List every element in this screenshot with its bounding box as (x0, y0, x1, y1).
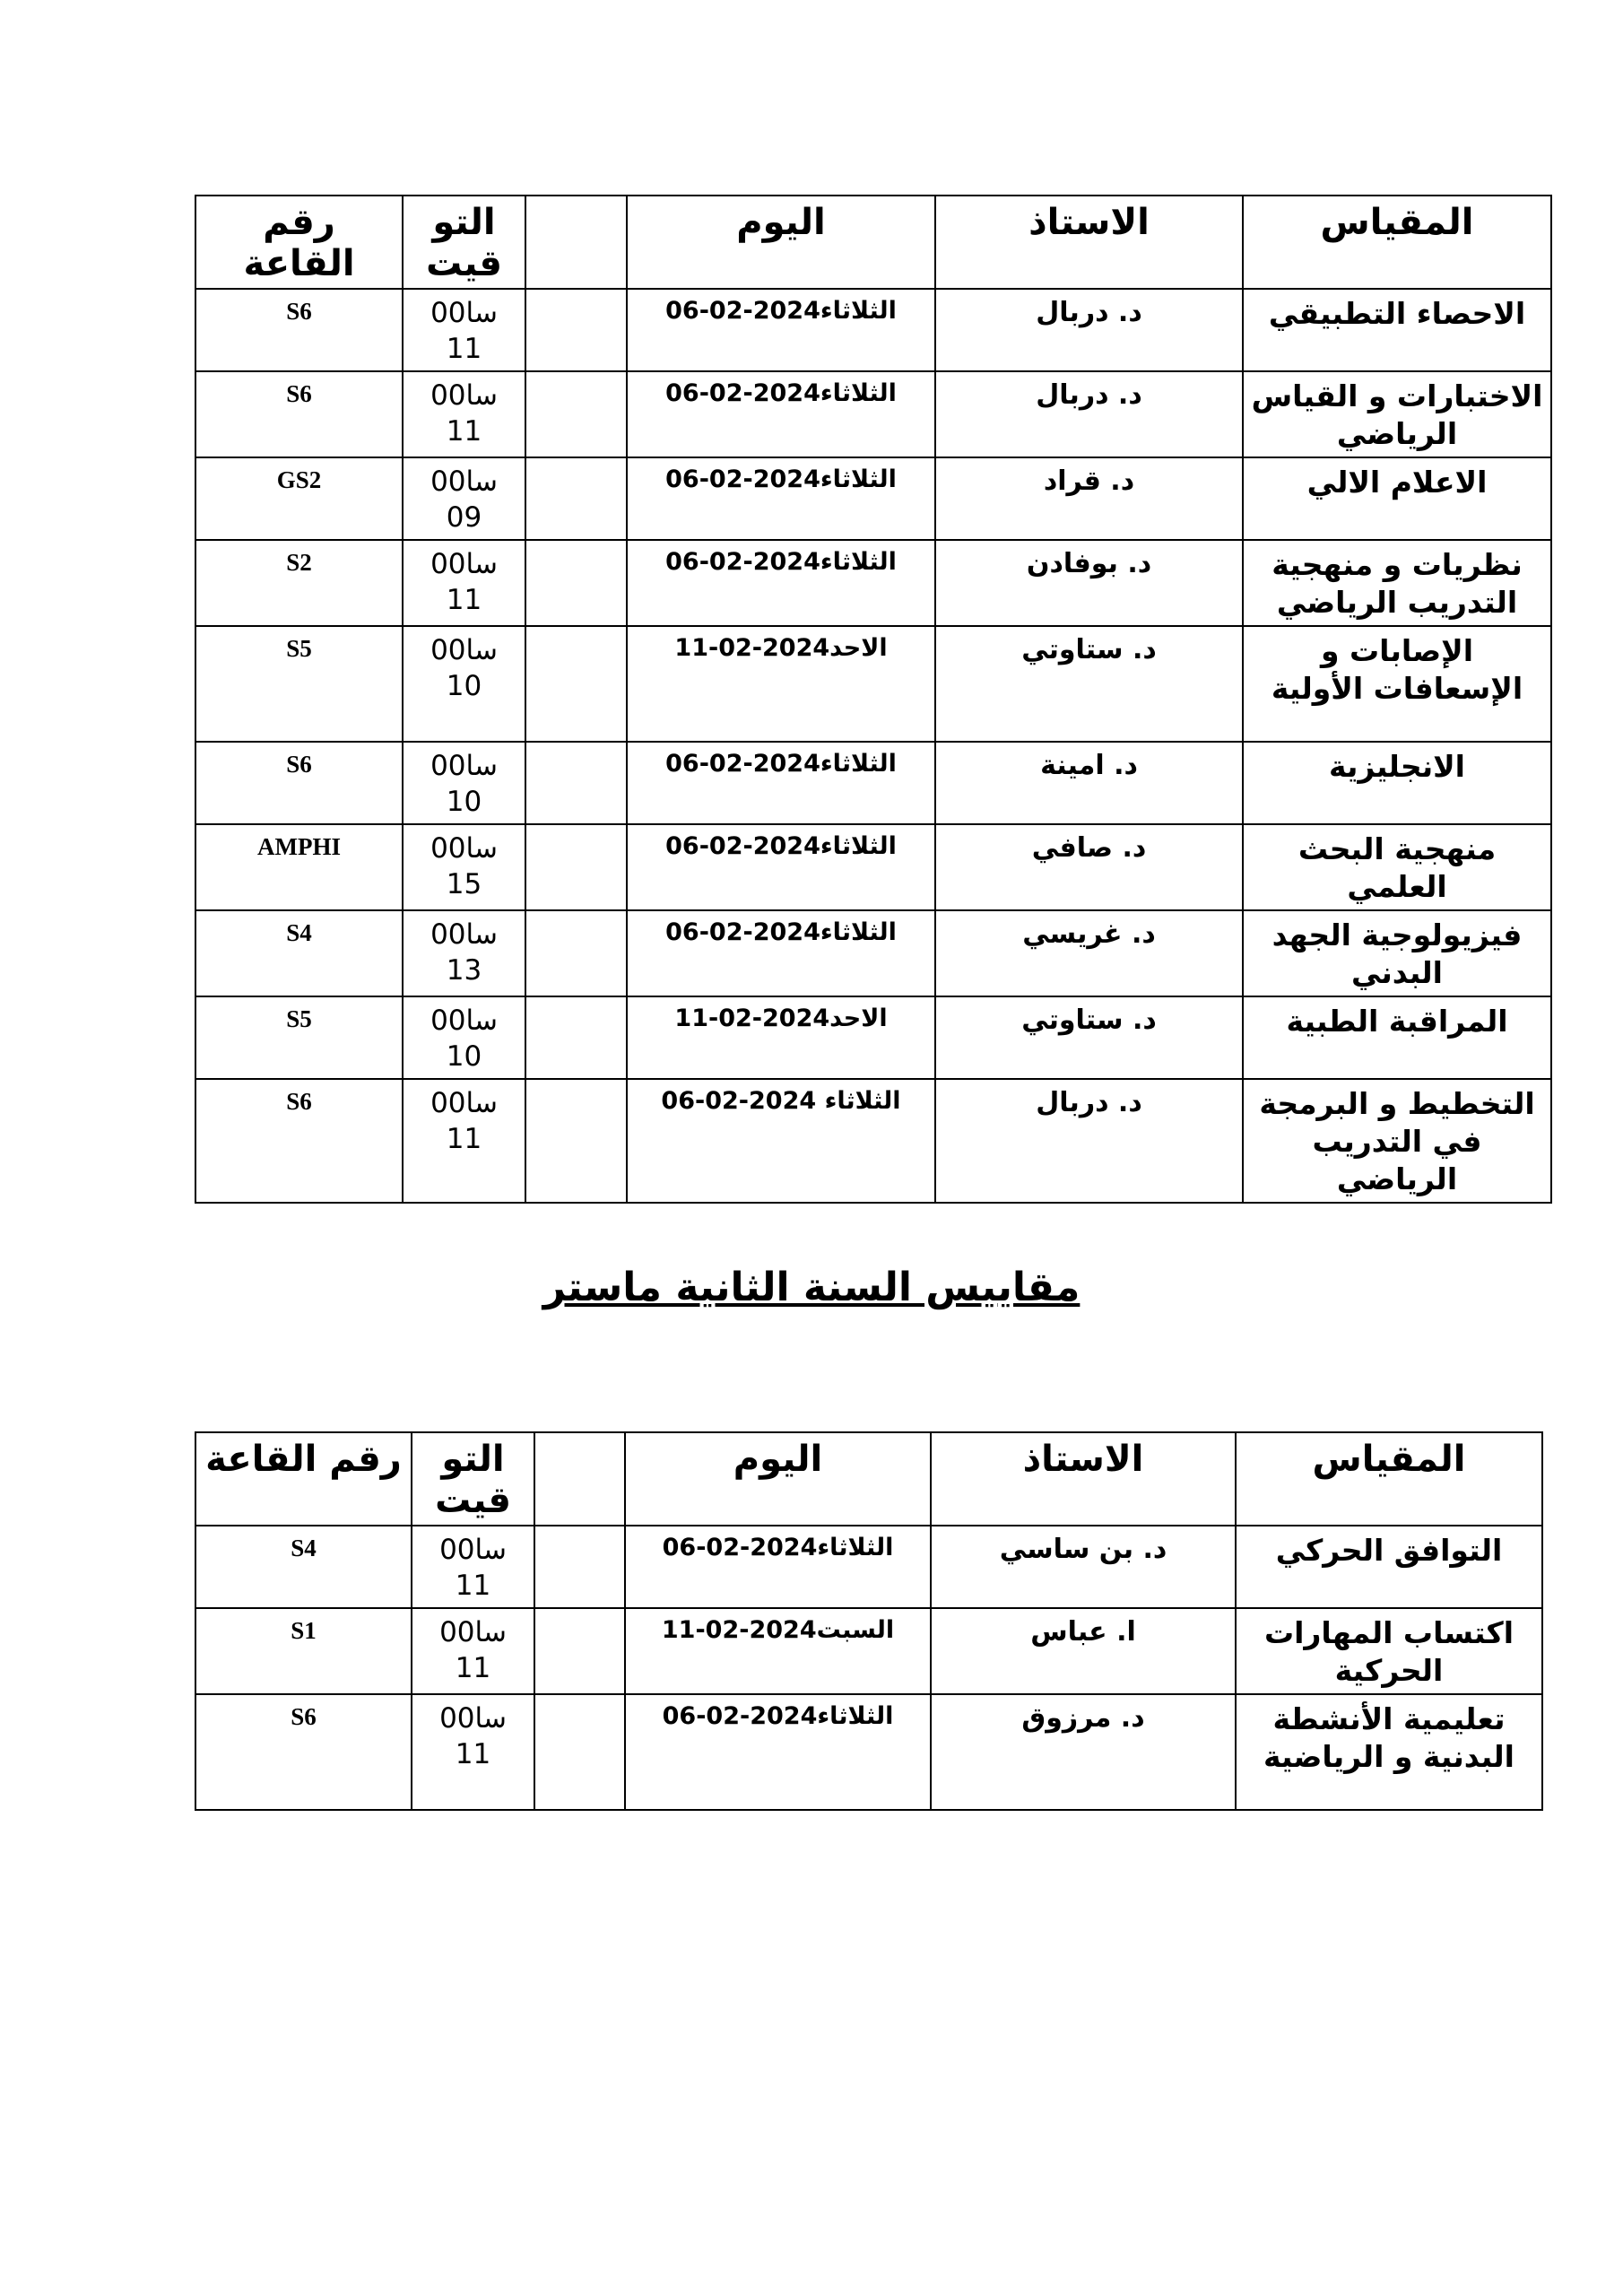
room-cell: S6 (195, 371, 403, 457)
section-title: مقاييس السنة الثانية ماستر (542, 1265, 1081, 1310)
table-row (195, 910, 1551, 996)
header-time: التو قيت (412, 1432, 534, 1526)
time-cell: سا00 11 (403, 540, 525, 626)
header-room: رقم القاعة (195, 196, 403, 289)
day-cell: الاحد2024-02-11 (627, 626, 935, 742)
table-row (195, 824, 1551, 910)
professor-cell: د. صافي (935, 824, 1243, 910)
empty-cell (525, 626, 627, 742)
day-cell: الثلاثاء2024-02-06 (625, 1694, 931, 1810)
subject-cell: نظريات و منهجية التدريب الرياضي (1243, 540, 1551, 626)
room-cell: S6 (195, 289, 403, 371)
subject-cell: اكتساب المهارات الحركية (1236, 1608, 1542, 1694)
time-cell: سا00 11 (412, 1526, 534, 1608)
subject-cell: الاحصاء التطبيقي (1243, 289, 1551, 371)
header-day: اليوم (625, 1432, 931, 1526)
header-time: التو قيت (403, 196, 525, 289)
professor-cell: د. مرزوق (931, 1694, 1236, 1810)
table-header-row (195, 196, 1551, 289)
subject-cell: الانجليزية (1243, 742, 1551, 824)
day-cell: الاحد2024-02-11 (627, 996, 935, 1079)
header-professor: الاستاذ (931, 1432, 1236, 1526)
table-row (195, 371, 1551, 457)
room-cell: S5 (195, 626, 403, 742)
table-row (195, 1526, 1542, 1608)
time-cell: سا00 11 (403, 289, 525, 371)
room-cell: GS2 (195, 457, 403, 540)
table-row (195, 1608, 1542, 1694)
subject-cell: الاختبارات و القياس الرياضي (1243, 371, 1551, 457)
time-cell: سا00 10 (403, 742, 525, 824)
subject-cell: منهجية البحث العلمي (1243, 824, 1551, 910)
subject-cell: تعليمية الأنشطة البدنية و الرياضية (1236, 1694, 1542, 1810)
schedule-table-2 (195, 1431, 1543, 1811)
subject-cell: المراقبة الطبية (1243, 996, 1551, 1079)
day-cell: الثلاثاء2024-02-06 (627, 742, 935, 824)
professor-cell: د. امينة (935, 742, 1243, 824)
room-cell: S6 (195, 1694, 412, 1810)
room-cell: S6 (195, 742, 403, 824)
day-cell: الثلاثاء2024-02-06 (627, 371, 935, 457)
empty-cell (525, 289, 627, 371)
professor-cell: د. ستاوتي (935, 626, 1243, 742)
subject-cell: الإصابات و الإسعافات الأولية (1243, 626, 1551, 742)
header-day: اليوم (627, 196, 935, 289)
empty-cell (534, 1526, 625, 1608)
day-cell: السبت2024-02-11 (625, 1608, 931, 1694)
time-cell: سا00 11 (403, 371, 525, 457)
professor-cell: د. بن ساسي (931, 1526, 1236, 1608)
room-cell: S5 (195, 996, 403, 1079)
header-subject: المقياس (1236, 1432, 1542, 1526)
empty-cell (534, 1608, 625, 1694)
time-cell: سا00 15 (403, 824, 525, 910)
professor-cell: د. غريسي (935, 910, 1243, 996)
time-cell: سا00 13 (403, 910, 525, 996)
subject-cell: التوافق الحركي (1236, 1526, 1542, 1608)
room-cell: S6 (195, 1079, 403, 1203)
empty-cell (534, 1694, 625, 1810)
table-row (195, 996, 1551, 1079)
table-row (195, 289, 1551, 371)
day-cell: الثلاثاء 2024-02-06 (627, 1079, 935, 1203)
table-row (195, 457, 1551, 540)
header-room: رقم القاعة (195, 1432, 412, 1526)
time-cell: سا00 10 (403, 626, 525, 742)
time-cell: سا00 11 (403, 1079, 525, 1203)
day-cell: الثلاثاء2024-02-06 (627, 910, 935, 996)
day-cell: الثلاثاء2024-02-06 (625, 1526, 931, 1608)
empty-cell (525, 371, 627, 457)
empty-cell (525, 824, 627, 910)
header-professor: الاستاذ (935, 196, 1243, 289)
time-cell: سا00 11 (412, 1608, 534, 1694)
schedule-table-1 (195, 195, 1552, 1204)
header-empty (534, 1432, 625, 1526)
day-cell: الثلاثاء2024-02-06 (627, 457, 935, 540)
empty-cell (525, 540, 627, 626)
professor-cell: د. دربال (935, 371, 1243, 457)
empty-cell (525, 457, 627, 540)
room-cell: AMPHI (195, 824, 403, 910)
table-row (195, 742, 1551, 824)
empty-cell (525, 996, 627, 1079)
table-row (195, 540, 1551, 626)
day-cell: الثلاثاء2024-02-06 (627, 289, 935, 371)
subject-cell: الاعلام الالي (1243, 457, 1551, 540)
professor-cell: د. قراد (935, 457, 1243, 540)
room-cell: S1 (195, 1608, 412, 1694)
table-row (195, 1694, 1542, 1810)
subject-cell: التخطيط و البرمجة في التدريب الرياضي (1243, 1079, 1551, 1203)
time-cell: سا00 09 (403, 457, 525, 540)
professor-cell: د. دربال (935, 1079, 1243, 1203)
room-cell: S4 (195, 910, 403, 996)
professor-cell: ا. عباس (931, 1608, 1236, 1694)
empty-cell (525, 1079, 627, 1203)
room-cell: S4 (195, 1526, 412, 1608)
empty-cell (525, 742, 627, 824)
time-cell: سا00 10 (403, 996, 525, 1079)
empty-cell (525, 910, 627, 996)
professor-cell: د. دربال (935, 289, 1243, 371)
header-empty (525, 196, 627, 289)
room-cell: S2 (195, 540, 403, 626)
professor-cell: د. بوفادن (935, 540, 1243, 626)
day-cell: الثلاثاء2024-02-06 (627, 824, 935, 910)
table-row (195, 1079, 1551, 1203)
table-header-row (195, 1432, 1542, 1526)
subject-cell: فيزيولوجية الجهد البدني (1243, 910, 1551, 996)
time-cell: سا00 11 (412, 1694, 534, 1810)
header-subject: المقياس (1243, 196, 1551, 289)
day-cell: الثلاثاء2024-02-06 (627, 540, 935, 626)
professor-cell: د. ستاوتي (935, 996, 1243, 1079)
table-row (195, 626, 1551, 742)
